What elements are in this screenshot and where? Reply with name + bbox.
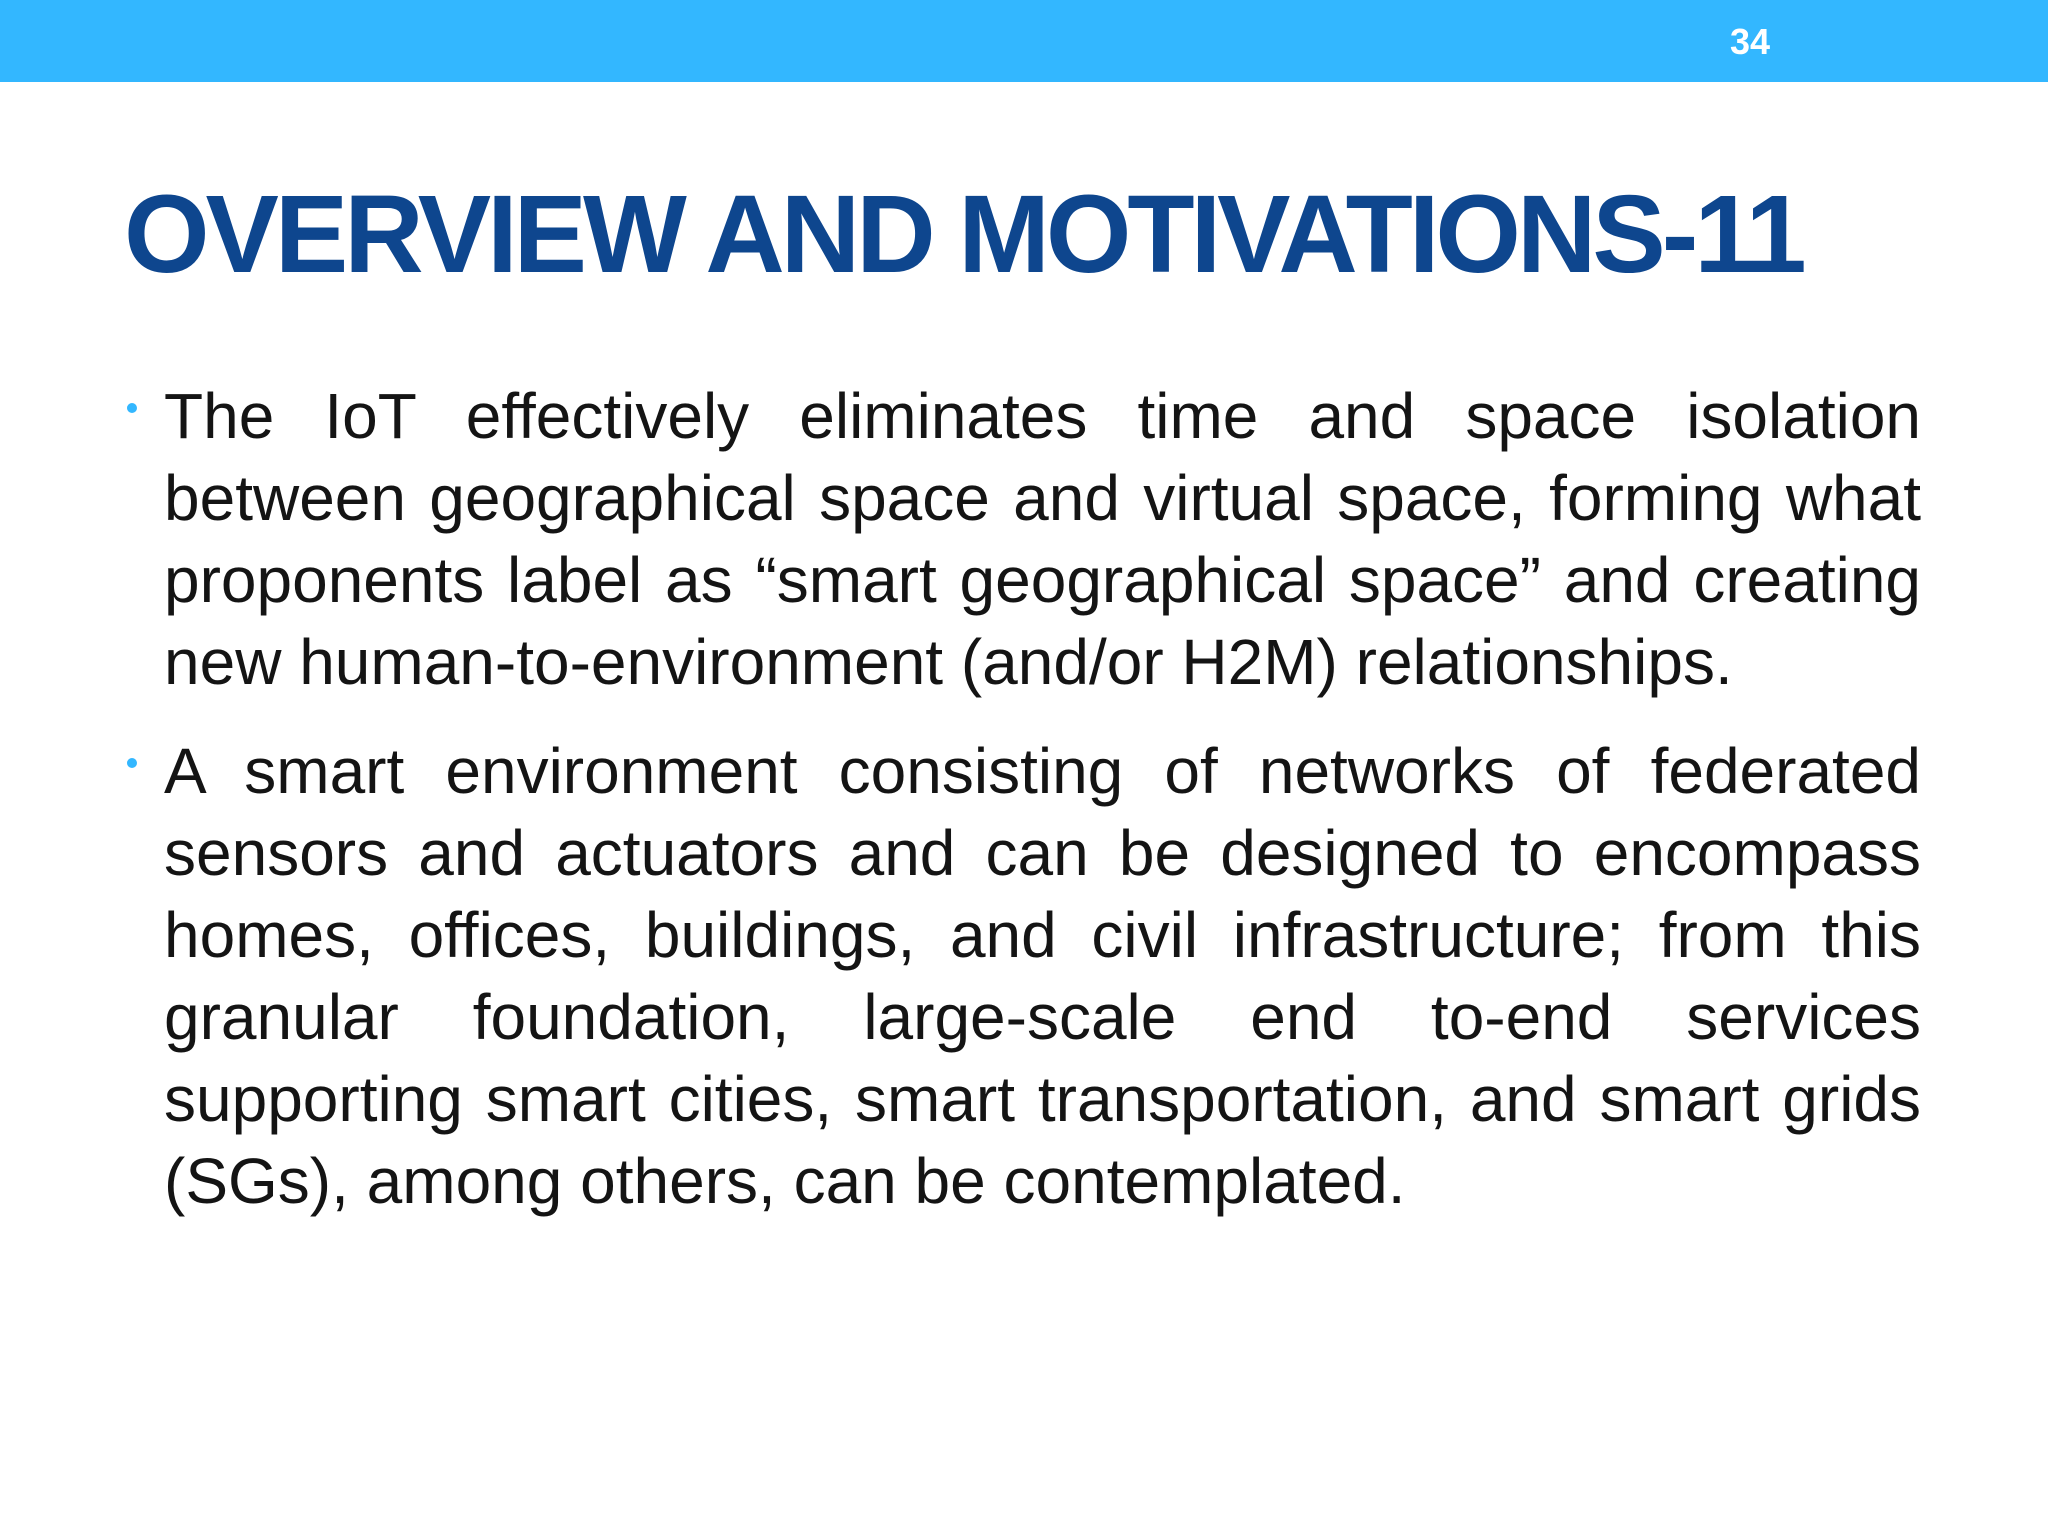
slide-number: 34 — [1729, 21, 1771, 62]
bullet-dot-icon — [127, 403, 137, 413]
bullet-item — [0, 375, 2048, 703]
bullet-item — [0, 730, 2048, 1222]
bullet-list — [0, 375, 2048, 1249]
bullet-text: The IoT effectively eliminates time and space isolation between geographical space and virtual space, forming what proponents label as “smart geographical space” and creating new human-to-environment (and/or H2M) relationships. — [164, 380, 1921, 698]
slide-title: OVERVIEW AND MOTIVATIONS-11 — [124, 173, 1803, 296]
top-accent-bar — [0, 0, 2048, 82]
bullet-dot-icon — [127, 758, 137, 768]
bullet-text: A smart environment consisting of networks of federated sensors and actuators and can be designed to encompass homes, offices, buildings, and civil infrastructure; from this granular foundation, large-scale end to-end services supporting smart cities, smart transportation, and smart grids (SGs), among others, can be contemplated. — [164, 735, 1921, 1217]
